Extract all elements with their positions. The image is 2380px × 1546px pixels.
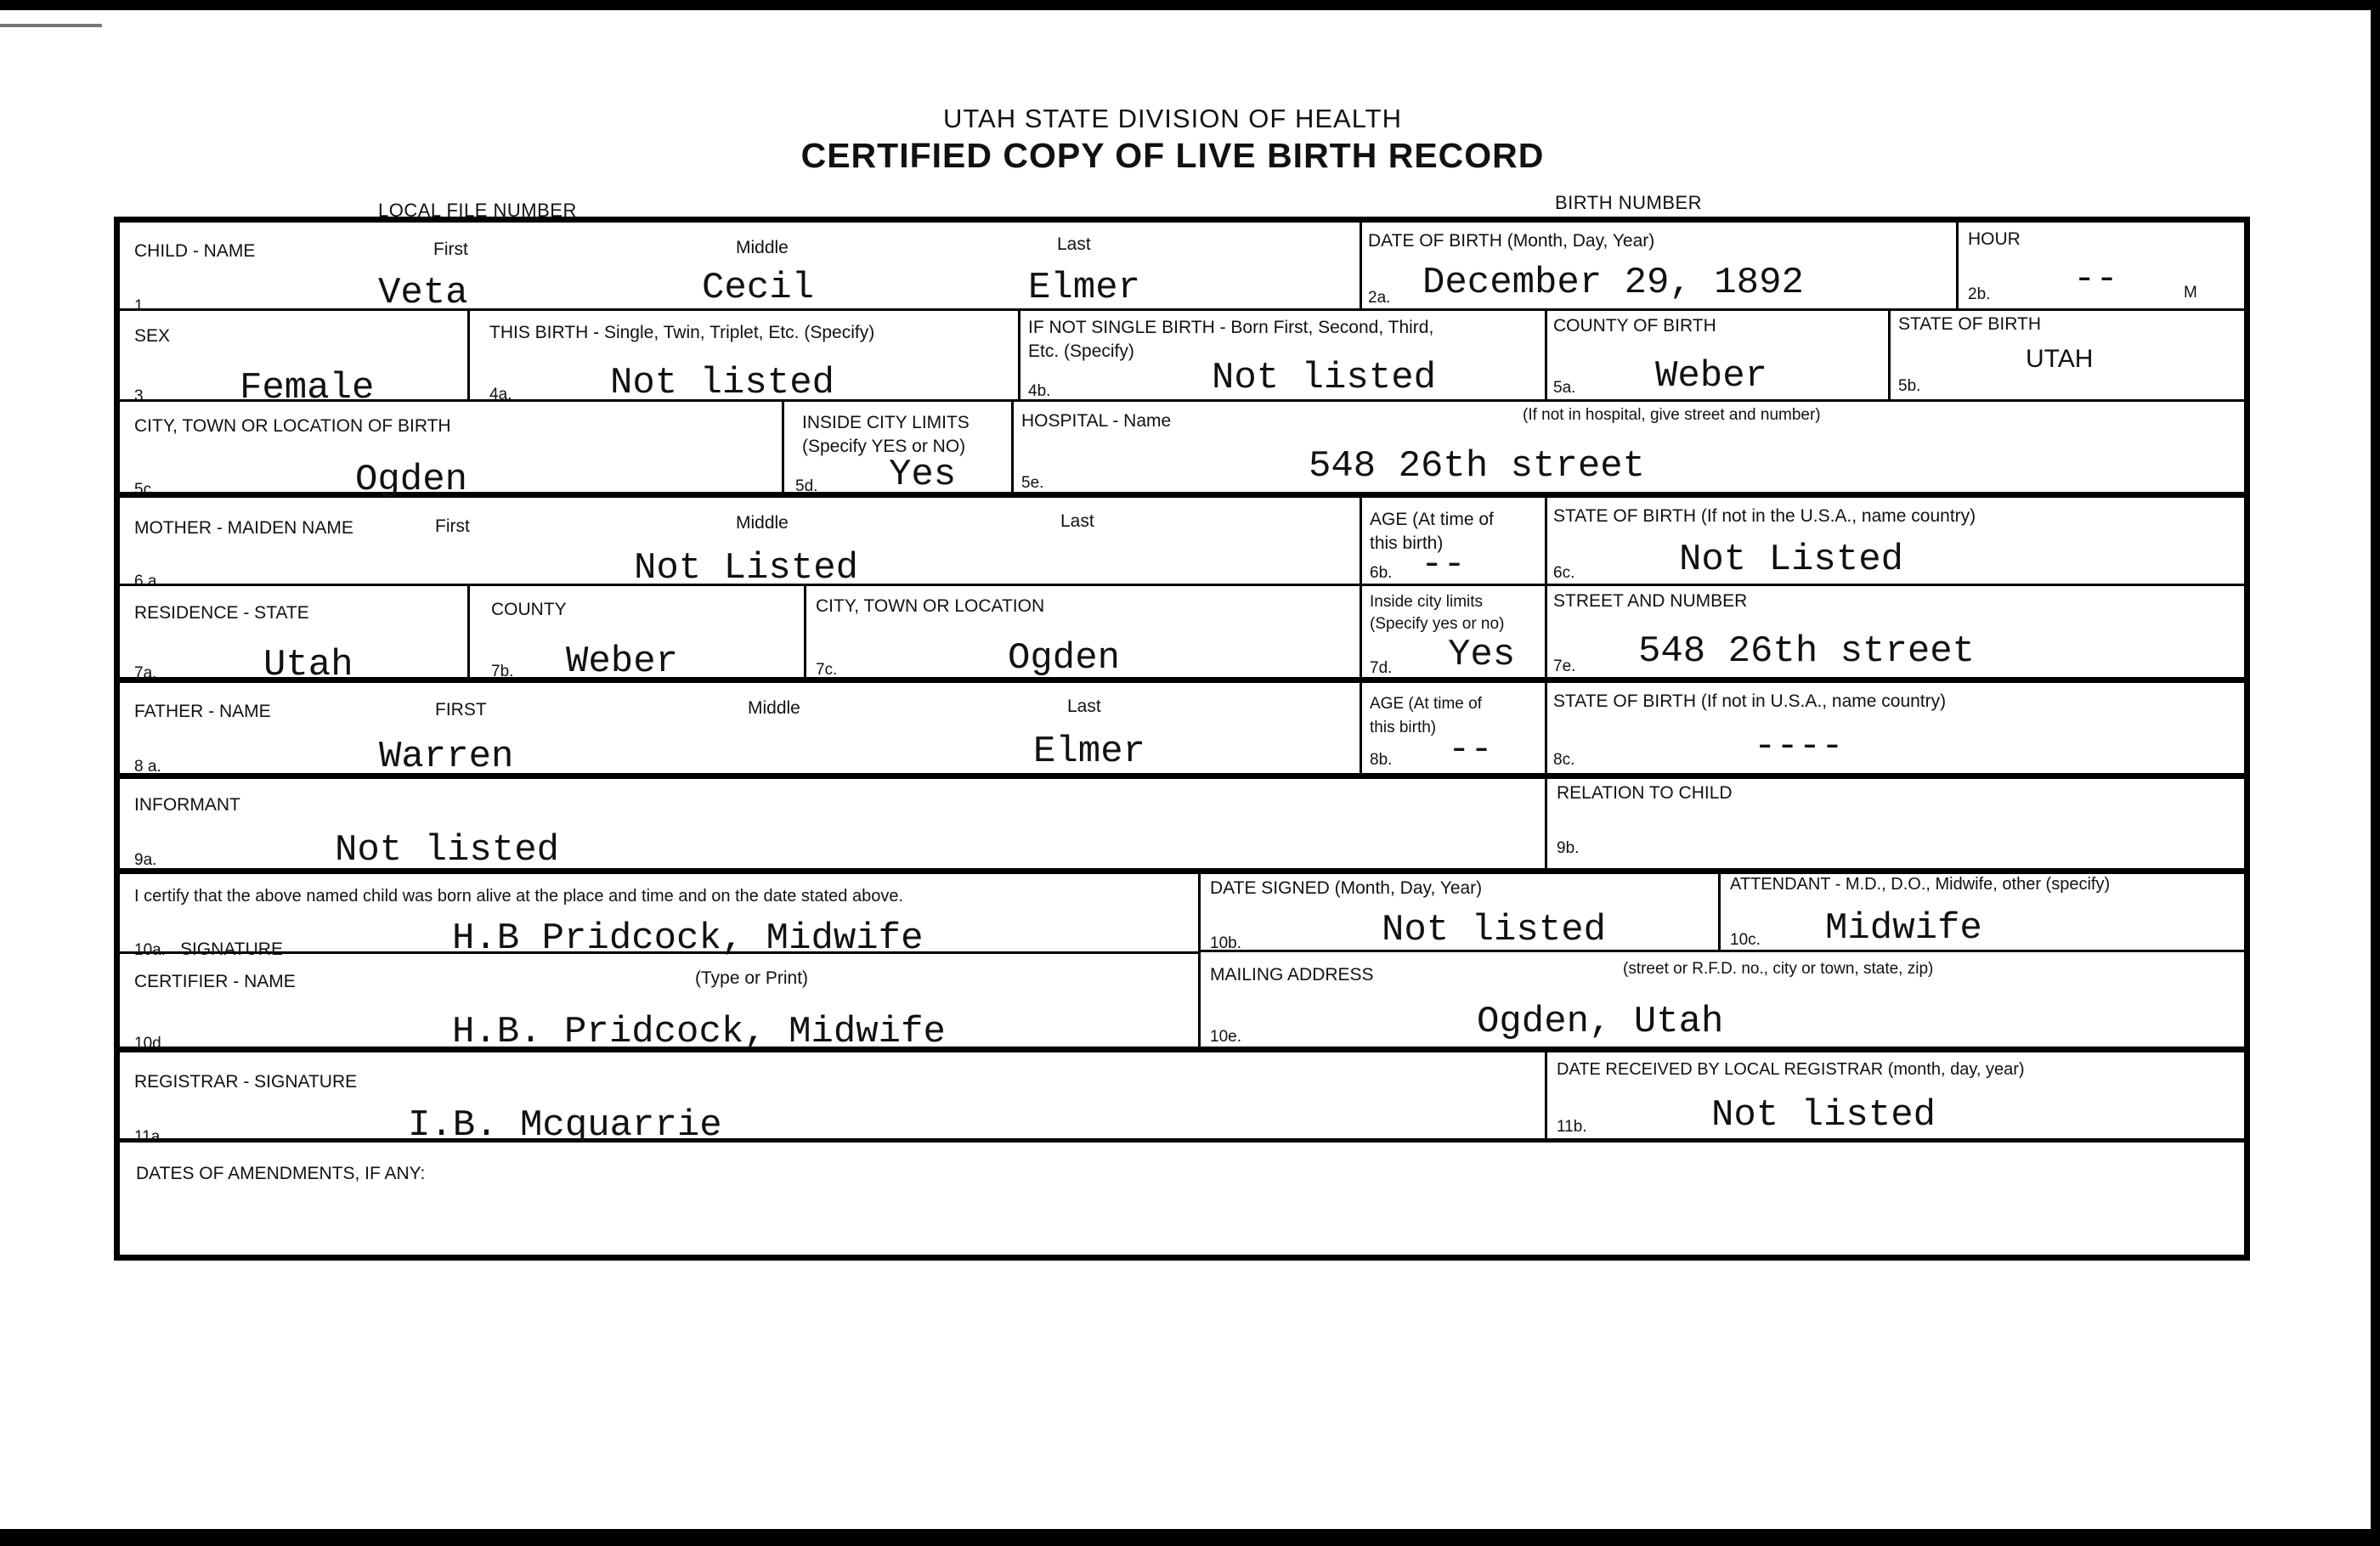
field-number: 7d.	[1370, 659, 1393, 677]
scan-mark	[0, 24, 102, 27]
inside-city-limits-label: INSIDE CITY LIMITS	[802, 413, 970, 432]
inside-city-limits-label-2: (Specify YES or NO)	[802, 437, 966, 456]
col-divider	[1360, 223, 1362, 311]
col-divider	[1198, 874, 1201, 1047]
this-birth-value: Not listed	[610, 362, 835, 404]
certifier-signature: H.B Pridcock, Midwife	[452, 917, 924, 960]
col-divider	[804, 586, 806, 677]
field-number: 10d.	[134, 1035, 166, 1052]
col-divider	[1360, 683, 1362, 773]
if-not-single-label-2: Etc. (Specify)	[1028, 341, 1134, 361]
residence-county-label: COUNTY	[491, 600, 567, 619]
mother-name-label: MOTHER - MAIDEN NAME	[134, 518, 353, 538]
field-number: 7c.	[816, 661, 838, 679]
col-divider	[782, 402, 784, 492]
father-state-of-birth-label: STATE OF BIRTH (If not in U.S.A., name country)	[1553, 691, 1947, 711]
field-number: 11a.	[134, 1128, 165, 1146]
residence-inside-limits-label-2: (Specify yes or no)	[1370, 615, 1505, 633]
residence-state-label: RESIDENCE - STATE	[134, 603, 309, 623]
relation-to-child-label: RELATION TO CHILD	[1557, 783, 1733, 803]
residence-inside-limits-label: Inside city limits	[1370, 593, 1484, 611]
street-number-label: STREET AND NUMBER	[1553, 591, 1748, 611]
field-number: 5e.	[1021, 474, 1044, 492]
field-number: 10e.	[1210, 1028, 1241, 1046]
father-age-label-2: this birth)	[1370, 719, 1437, 736]
city-of-birth: Ogden	[355, 459, 468, 501]
col-divider	[467, 311, 470, 399]
field-number: 2b.	[1968, 285, 1991, 303]
col-divider	[1360, 498, 1362, 677]
agency-heading: UTAH STATE DIVISION OF HEALTH	[943, 104, 1402, 133]
date-signed: Not listed	[1382, 909, 1607, 951]
scan-edge-right	[2371, 0, 2380, 1546]
attendant-value: Midwife	[1825, 907, 1982, 950]
date-signed-label: DATE SIGNED (Month, Day, Year)	[1210, 878, 1483, 898]
field-number: 2a.	[1368, 289, 1391, 307]
dob-label: DATE OF BIRTH (Month, Day, Year)	[1368, 231, 1655, 251]
amendments-label: DATES OF AMENDMENTS, IF ANY:	[136, 1164, 426, 1183]
child-middle-label: Middle	[736, 238, 789, 257]
signature-label: SIGNATURE	[180, 939, 283, 959]
county-of-birth: Weber	[1655, 355, 1768, 398]
field-number: 5b.	[1898, 377, 1921, 395]
mailing-address-label: MAILING ADDRESS	[1210, 965, 1374, 985]
row-divider	[1198, 950, 2250, 952]
col-divider	[1545, 1052, 1547, 1138]
residence-state: Utah	[263, 644, 353, 686]
field-number: 10a.	[134, 941, 166, 959]
certify-statement: I certify that the above named child was born alive at the place and time and on the date stated above.	[134, 887, 904, 906]
field-number: 9b.	[1557, 839, 1580, 857]
divider-mother-father	[114, 677, 2250, 683]
col-divider	[1545, 779, 1547, 868]
field-number: 6 a.	[134, 573, 161, 590]
hospital-label: HOSPITAL - Name	[1021, 411, 1172, 431]
city-of-birth-label: CITY, TOWN OR LOCATION OF BIRTH	[134, 416, 451, 436]
mother-first-label: First	[435, 516, 470, 536]
field-number: 7e.	[1553, 657, 1576, 675]
col-divider	[1718, 874, 1721, 951]
informant-label: INFORMANT	[134, 795, 240, 815]
field-number: 8 a.	[134, 758, 161, 776]
birth-hour: --	[2073, 258, 2118, 301]
col-divider	[1011, 402, 1014, 492]
date-received-label: DATE RECEIVED BY LOCAL REGISTRAR (month, day, year)	[1557, 1060, 2025, 1079]
child-last-name: Elmer	[1028, 267, 1141, 309]
document-title: CERTIFIED COPY OF LIVE BIRTH RECORD	[800, 136, 1545, 175]
informant-value: Not listed	[335, 829, 560, 872]
field-number: 5d.	[795, 477, 818, 495]
field-number: 10c.	[1730, 931, 1761, 949]
col-divider	[1545, 683, 1547, 773]
field-number: 7a.	[134, 664, 157, 682]
field-number: 5c.	[134, 481, 156, 499]
field-number: 5a.	[1553, 379, 1576, 397]
father-state-of-birth: ----	[1754, 725, 1844, 768]
row-divider	[114, 399, 2250, 402]
residence-city-label: CITY, TOWN OR LOCATION	[816, 596, 1045, 616]
field-number: 4b.	[1028, 382, 1051, 400]
state-of-birth: UTAH	[2026, 345, 2094, 373]
certifier-name: H.B. Pridcock, Midwife	[452, 1011, 946, 1053]
local-file-number-label: LOCAL FILE NUMBER	[378, 200, 577, 221]
type-or-print-note: (Type or Print)	[695, 968, 809, 988]
scan-edge-bottom	[0, 1529, 2380, 1546]
mailing-address-note: (street or R.F.D. no., city or town, state, zip)	[1623, 960, 1934, 978]
county-of-birth-label: COUNTY OF BIRTH	[1553, 316, 1716, 336]
hospital-note: (If not in hospital, give street and number)	[1523, 406, 1821, 424]
field-number: 8c.	[1553, 751, 1575, 769]
registrar-signature: I.B. Mcquarrie	[408, 1104, 722, 1147]
certifier-name-label: CERTIFIER - NAME	[134, 972, 296, 991]
residence-county: Weber	[566, 640, 679, 683]
field-number: 6c.	[1553, 564, 1575, 582]
date-received: Not listed	[1711, 1094, 1936, 1137]
hospital-address: 548 26th street	[1309, 445, 1646, 488]
field-number: 9a.	[134, 851, 157, 869]
date-of-birth: December 29, 1892	[1422, 262, 1804, 304]
col-divider	[1956, 223, 1959, 311]
mother-last-label: Last	[1060, 511, 1094, 531]
residence-inside-limits: Yes	[1448, 634, 1516, 676]
hour-suffix: M	[2184, 284, 2197, 302]
father-first-name: Warren	[379, 736, 514, 778]
if-not-single-value: Not listed	[1212, 357, 1437, 399]
mother-state-of-birth: Not Listed	[1679, 539, 1904, 581]
child-last-label: Last	[1057, 234, 1091, 254]
state-of-birth-label: STATE OF BIRTH	[1898, 314, 2042, 334]
field-number: 1.	[134, 297, 148, 315]
attendant-label: ATTENDANT - M.D., D.O., Midwife, other (specify)	[1730, 875, 2111, 894]
mother-maiden-name: Not Listed	[634, 547, 859, 590]
row-divider	[114, 584, 2250, 586]
father-last-label: Last	[1067, 697, 1101, 716]
birth-number-label: BIRTH NUMBER	[1555, 192, 1703, 213]
child-name-label: CHILD - NAME	[134, 241, 256, 261]
father-age-label: AGE (At time of	[1370, 695, 1482, 713]
father-age: --	[1448, 729, 1493, 771]
father-last-name: Elmer	[1033, 731, 1146, 773]
registrar-label: REGISTRAR - SIGNATURE	[134, 1072, 358, 1092]
field-number: 10b.	[1210, 934, 1241, 952]
mother-age-label-2: this birth)	[1370, 533, 1444, 553]
field-number: 4a.	[489, 386, 512, 403]
if-not-single-label: IF NOT SINGLE BIRTH - Born First, Second, Third,	[1028, 318, 1434, 337]
mother-age: --	[1421, 544, 1466, 586]
street-number: 548 26th street	[1638, 630, 1976, 673]
col-divider	[467, 586, 470, 677]
mother-middle-label: Middle	[736, 513, 789, 533]
col-divider	[1018, 311, 1020, 399]
col-divider	[1545, 498, 1547, 677]
field-number: 7b.	[491, 663, 514, 680]
mother-state-of-birth-label: STATE OF BIRTH (If not in the U.S.A., name country)	[1553, 506, 1976, 526]
sex-value: Female	[240, 367, 375, 409]
col-divider	[1888, 311, 1891, 399]
inside-city-limits: Yes	[889, 454, 957, 496]
father-name-label: FATHER - NAME	[134, 702, 271, 721]
field-number: 3.	[134, 387, 148, 405]
field-number: 8b.	[1370, 751, 1393, 769]
this-birth-label: THIS BIRTH - Single, Twin, Triplet, Etc. (Specify)	[489, 323, 875, 342]
field-number: 11b.	[1557, 1118, 1587, 1136]
col-divider	[1545, 311, 1547, 399]
child-first-label: First	[433, 240, 468, 259]
divider-certifier-registrar	[114, 1047, 2250, 1052]
sex-label: SEX	[134, 326, 171, 346]
child-first-name: Veta	[378, 272, 468, 314]
father-middle-label: Middle	[748, 698, 800, 718]
residence-city: Ogden	[1008, 637, 1121, 680]
child-middle-name: Cecil	[702, 267, 815, 309]
hour-label: HOUR	[1968, 229, 2021, 249]
mailing-address: Ogden, Utah	[1477, 1001, 1724, 1043]
field-number: 6b.	[1370, 564, 1393, 582]
mother-age-label: AGE (At time of	[1370, 510, 1494, 529]
father-first-label: FIRST	[435, 700, 487, 719]
scan-edge-top	[0, 0, 2380, 10]
